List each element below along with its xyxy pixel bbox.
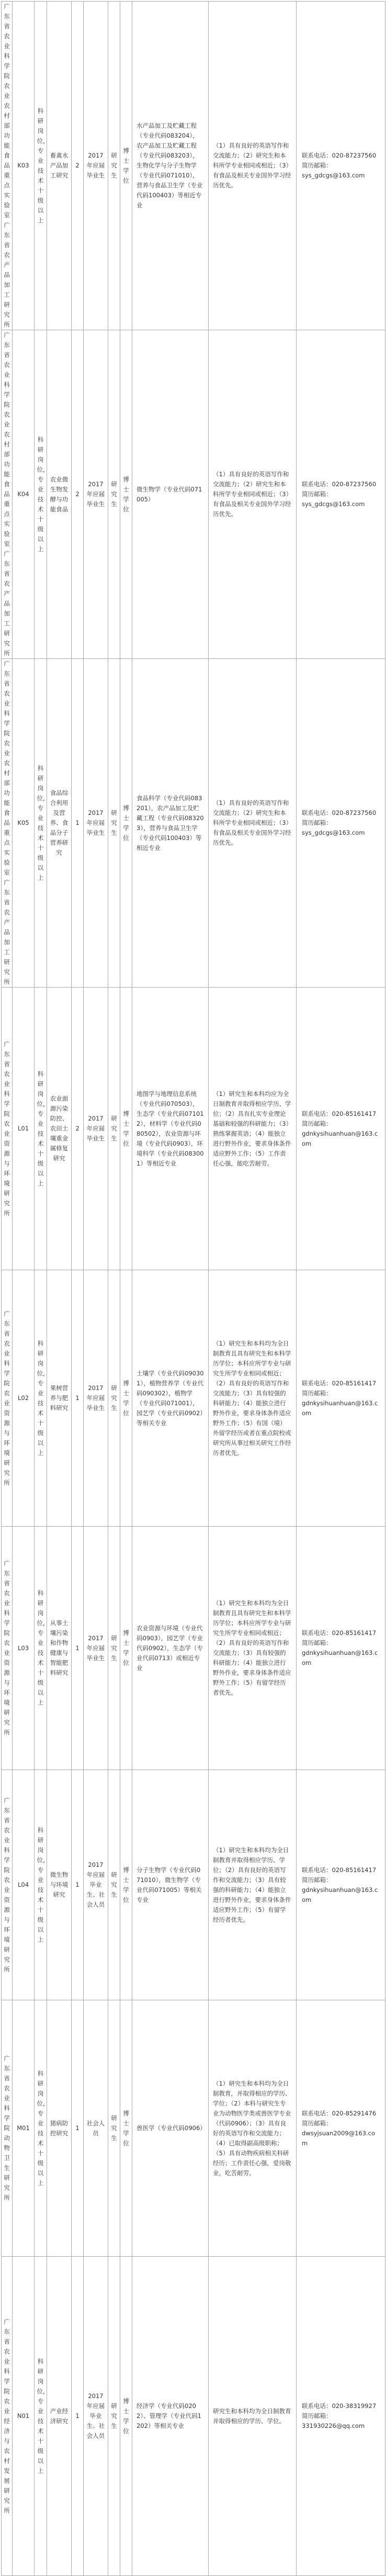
education: 研究生 xyxy=(111,1384,117,1412)
headcount-cell xyxy=(72,2000,84,2257)
major-requirement: 经济学（专业代码0202）、管理学（专业代码1202）等相关专业 xyxy=(137,2402,201,2429)
major-requirement: 地图学与地理信息系统（专业代码070503），生态学（专业代码071012），材料学（专业代码080502），农业资源与环境（专业代码0903），环境科学（专业代码083001）等相近专业 xyxy=(137,1090,204,1167)
contact-email-label: 简历邮箱： xyxy=(302,819,332,826)
applicant-type-cell xyxy=(84,2257,108,2576)
research-area: 产业经济研究 xyxy=(50,2407,69,2425)
degree: 博士学位 xyxy=(123,804,129,842)
headcount: 1 xyxy=(75,1881,80,1888)
contact-email-label: 简历邮箱： xyxy=(302,490,332,498)
education-cell xyxy=(108,2,120,330)
post-code-cell xyxy=(13,2257,35,2576)
other-requirement-cell xyxy=(209,1270,297,1527)
applicant-type-cell xyxy=(84,659,108,988)
other-requirement-cell xyxy=(209,330,297,659)
education-cell xyxy=(108,2000,120,2257)
applicant-type: 2017年应届毕业生、社会人员 xyxy=(86,1861,105,1908)
unit-name: 广东省农业科学院农业资源与环境研究所 xyxy=(4,1796,10,1973)
education: 研究生 xyxy=(111,1634,117,1662)
education: 研究生 xyxy=(111,2402,117,2429)
other-requirement-cell xyxy=(209,1527,297,1770)
headcount-cell xyxy=(72,2,84,330)
unit-cell xyxy=(2,1270,13,1527)
other-requirement-cell xyxy=(209,659,297,988)
major-requirement: 微生物学（专业代码071005） xyxy=(137,485,202,503)
education-cell xyxy=(108,988,120,1270)
post-type-cell xyxy=(35,1770,47,2000)
post-type-cell xyxy=(35,659,47,988)
contact-phone: 联系电话：020-38319927 xyxy=(302,2402,377,2410)
post-code-cell xyxy=(13,1270,35,1527)
post-type: 科研岗位，专业技术十级以上 xyxy=(37,1070,49,1187)
applicant-type-cell xyxy=(84,1270,108,1527)
other-requirement: （1）研究生和本科均为全日制教育并取得相应学历、学位；（2）具有良好的英语写作和交流能力；（3）具有较强的科研能力；（4）能独立进行野外作业，要求身体条件适应野外工作；（5）有留学经历者优先。 xyxy=(213,1846,291,1923)
post-type: 科研岗位，专业技术十级以上 xyxy=(37,1589,49,1706)
degree-cell xyxy=(120,2257,132,2576)
other-requirement: （1）研究生和本科均为全日制教育且具有研究生和本科学历学位；本科应所学专业与研究生所学专业相同或相近；（2）具有良好的英语写作和交流能力；（3）具有较强的科研能力；（4）能独立进行野外作业，要求身体条件适应野外工作；（5）有国（境）外留学经历或者在重点院校或研究所从事过相关研究工作经历者优先。 xyxy=(213,1339,291,1457)
post-type: 科研岗位，专业技术十级以上 xyxy=(37,764,49,881)
post-code-cell xyxy=(13,659,35,988)
other-requirement-cell xyxy=(209,2,297,330)
degree: 博士学位 xyxy=(123,2109,129,2147)
unit-cell xyxy=(2,659,13,988)
table-row xyxy=(2,330,385,659)
education: 研究生 xyxy=(111,480,117,508)
contact-phone: 联系电话：020-85161417 xyxy=(302,1379,377,1387)
major-cell xyxy=(132,1270,209,1527)
headcount: 1 xyxy=(75,1644,80,1652)
degree-cell xyxy=(120,330,132,659)
contact-email-address[interactable]: sys_gdcgs@163.com xyxy=(302,500,365,508)
major-requirement: 食品科学（专业代码083201），农产品加工及贮藏工程（专业代码083203），营养与食品卫生学（专业代码100403）等相近专业 xyxy=(137,794,204,852)
major-cell xyxy=(132,2,209,330)
contact-phone: 联系电话：020-85291476 xyxy=(302,2109,377,2117)
applicant-type-cell xyxy=(84,330,108,659)
post-type: 科研岗位，专业技术十级以上 xyxy=(37,1826,49,1943)
post-code: L04 xyxy=(17,1881,29,1888)
degree-cell xyxy=(120,659,132,988)
contact-email-label: 简历邮箱： xyxy=(302,2412,332,2420)
education: 研究生 xyxy=(111,152,117,179)
recruitment-table xyxy=(1,1,385,2576)
table-row xyxy=(2,988,385,1270)
post-type: 科研岗位，专业技术十级以上 xyxy=(37,1339,49,1457)
post-code-cell xyxy=(13,330,35,659)
applicant-type-cell xyxy=(84,1527,108,1770)
research-area-cell xyxy=(47,1527,72,1770)
headcount: 1 xyxy=(75,1394,80,1402)
contact-phone: 联系电话：020-87237560 xyxy=(302,809,377,816)
unit-cell xyxy=(2,2000,13,2257)
contact-phone: 联系电话：020-85161417 xyxy=(302,1110,377,1117)
post-code: K04 xyxy=(17,490,29,498)
major-cell xyxy=(132,659,209,988)
degree: 博士学位 xyxy=(123,1866,129,1903)
headcount: 2 xyxy=(75,490,80,498)
education: 研究生 xyxy=(111,809,117,836)
post-type-cell xyxy=(35,1527,47,1770)
post-type: 科研岗位，专业技术十级以上 xyxy=(37,107,49,224)
research-area-cell xyxy=(47,330,72,659)
contact-phone: 联系电话：020-87237560 xyxy=(302,152,377,159)
post-code-cell xyxy=(13,988,35,1270)
major-requirement: 分子生物学（专业代码071010），微生物学（专业代码071005）等相关专业 xyxy=(137,1866,202,1903)
table-row xyxy=(2,1527,385,1770)
research-area: 农业微生物发酵与功能食品 xyxy=(50,475,69,513)
headcount: 1 xyxy=(75,2124,80,2132)
applicant-type-cell xyxy=(84,988,108,1270)
education-cell xyxy=(108,1270,120,1527)
post-code: K05 xyxy=(17,819,29,826)
headcount: 2 xyxy=(75,162,80,169)
major-cell xyxy=(132,1770,209,2000)
contact-cell xyxy=(297,1527,385,1770)
contact-email-label: 简历邮箱： xyxy=(302,1389,332,1397)
research-area: 果树营养与肥料研究 xyxy=(50,1384,69,1412)
unit-cell xyxy=(2,2257,13,2576)
unit-name: 广东省农业科学院农业农村部功能食品重点实验室广东省农产品加工研究所 xyxy=(4,3,10,328)
contact-cell xyxy=(297,988,385,1270)
major-cell xyxy=(132,2000,209,2257)
contact-email-address[interactable]: gdnkysihuanhuan@163.com xyxy=(302,1129,378,1147)
other-requirement: （1）研究生和本科均为全日制教育且具有研究生和本科学历学位；本科应所学专业与研究生所学专业相同或相近；（2）具有良好的英语写作和交流能力；（3）具有较强的科研能力；（4）能独立进行野外作业，要求身体条件适应野外工作；（5）有留学经历者优先。 xyxy=(213,1599,291,1696)
unit-name: 广东省农业科学院农业资源与环境研究所 xyxy=(4,1040,10,1217)
contact-email-address[interactable]: gdnkysihuanhuan@163.com xyxy=(302,1886,378,1903)
applicant-type: 2017年应届毕业生 xyxy=(86,1115,105,1142)
research-area: 猪病防控研究 xyxy=(50,2119,69,2137)
other-requirement: （1）研究生和本科均应为全日制教育并取得相应学历、学位；（2）具有扎实专业理论基础和较强的科研能力；（3）熟练掌握英语；（4）能独立进行野外作业，要求身体条件适应野外工作；（5）工作责任心强，能吃苦耐劳。 xyxy=(213,1090,291,1167)
major-cell xyxy=(132,988,209,1270)
degree: 博士学位 xyxy=(123,475,129,513)
unit-name: 广东省农业科学院农业农村部功能食品重点实验室广东省农产品加工研究所 xyxy=(4,331,10,657)
unit-name: 广东省农业科学院农业资源与环境研究所 xyxy=(4,1309,10,1486)
unit-cell xyxy=(2,1770,13,2000)
post-code-cell xyxy=(13,1770,35,2000)
applicant-type: 2017年应届毕业生 xyxy=(86,480,105,508)
applicant-type-cell xyxy=(84,1770,108,2000)
contact-phone: 联系电话：020-85161417 xyxy=(302,1866,377,1874)
degree-cell xyxy=(120,2000,132,2257)
contact-email-label: 简历邮箱： xyxy=(302,1639,332,1647)
other-requirement: （1）具有良好的英语写作和交流能力；（2）研究生和本科所学专业相同或相近；（3）有食品及相关专业国外学习经历优先。 xyxy=(213,142,291,189)
headcount-cell xyxy=(72,988,84,1270)
contact-phone: 联系电话：020-85161417 xyxy=(302,1629,377,1637)
degree: 博士学位 xyxy=(123,2397,129,2435)
post-type: 科研岗位，专业技术十级以上 xyxy=(37,2357,49,2474)
table-body xyxy=(2,2,385,2576)
unit-name: 广东省农业科学院农业农村部功能食品重点实验室广东省农产品加工研究所 xyxy=(4,660,10,985)
degree-cell xyxy=(120,1270,132,1527)
research-area-cell xyxy=(47,659,72,988)
contact-email-address[interactable]: sys_gdcgs@163.com xyxy=(302,829,365,836)
contact-email-label: 简历邮箱： xyxy=(302,162,332,169)
degree-cell xyxy=(120,1770,132,2000)
post-code-cell xyxy=(13,2,35,330)
contact-email-address[interactable]: dwsyjsuan2009@163.com xyxy=(302,2129,376,2147)
education-cell xyxy=(108,1527,120,1770)
education-cell xyxy=(108,330,120,659)
headcount-cell xyxy=(72,659,84,988)
unit-name: 广东省农业科学院农业经济与农村发展研究所 xyxy=(4,2317,10,2514)
contact-email-address[interactable]: gdnkysihuanhuan@163.com xyxy=(302,1399,378,1417)
headcount: 1 xyxy=(75,2412,80,2420)
unit-cell xyxy=(2,2,13,330)
research-area: 微生物与环境研究 xyxy=(50,1871,69,1898)
post-type-cell xyxy=(35,2000,47,2257)
other-requirement: （1）具有良好的英语写作和交流能力；（2）研究生和本科所学专业相同或相近；（3）有食品及相关专业国外学习经历优先。 xyxy=(213,471,291,518)
contact-email-label: 简历邮箱： xyxy=(302,2119,332,2127)
major-requirement: 土壤学（专业代码090301），植物营养学（专业代码090302），植物学（专业代码071001），园艺学（专业代码0902）等相关专业 xyxy=(137,1369,204,1427)
table-row xyxy=(2,1770,385,2000)
post-type-cell xyxy=(35,988,47,1270)
headcount-cell xyxy=(72,1770,84,2000)
headcount: 2 xyxy=(75,1125,80,1132)
headcount: 1 xyxy=(75,819,80,826)
headcount-cell xyxy=(72,2257,84,2576)
table-row xyxy=(2,659,385,988)
other-requirement: （1）具有良好的英语写作和交流能力；（2）研究生和本科所学专业相同或相近；（3）有食品及相关专业国外学习经历优先。 xyxy=(213,799,291,846)
post-code: L01 xyxy=(17,1125,29,1132)
other-requirement-cell xyxy=(209,2257,297,2576)
research-area-cell xyxy=(47,1270,72,1527)
degree: 博士学位 xyxy=(123,1110,129,1147)
research-area-cell xyxy=(47,2257,72,2576)
contact-cell xyxy=(297,2257,385,2576)
major-cell xyxy=(132,330,209,659)
other-requirement: （1）研究生和本科均为全日制教育，并取得相应的学历、学位；（2）本科与研究生专业为动物医学类或兽医学专业（代码0906）；（3）具有良好的英语写作和交流能力；（4）已取得副高级职称；（5）具有动物疾病相关科研经历；工作责任心强，爱岗敬业，吃苦耐劳。 xyxy=(213,2079,291,2177)
post-code: M01 xyxy=(17,2124,30,2132)
unit-cell xyxy=(2,988,13,1270)
unit-cell xyxy=(2,330,13,659)
post-code: L02 xyxy=(17,1394,29,1402)
major-requirement: 农业资源与环境（专业代码0903），园艺学（专业代码0902），生态学（专业代码0713）或相近专业 xyxy=(137,1624,203,1672)
other-requirement-cell xyxy=(209,1770,297,2000)
contact-cell xyxy=(297,2000,385,2257)
major-cell xyxy=(132,2257,209,2576)
research-area: 畜禽水产品加工研究 xyxy=(50,152,69,179)
education-cell xyxy=(108,2257,120,2576)
applicant-type: 2017年应届毕业生 xyxy=(86,1634,105,1662)
post-type: 科研岗位，专业技术十级以上 xyxy=(37,435,49,553)
contact-email-label: 简历邮箱： xyxy=(302,1119,332,1127)
applicant-type: 2017年应届毕业生 xyxy=(86,809,105,836)
headcount-cell xyxy=(72,1527,84,1770)
applicant-type: 社会人员 xyxy=(86,2119,105,2137)
other-requirement-cell xyxy=(209,988,297,1270)
post-code-cell xyxy=(13,2000,35,2257)
contact-cell xyxy=(297,1770,385,2000)
contact-cell xyxy=(297,2,385,330)
contact-cell xyxy=(297,330,385,659)
unit-name: 广东省农业科学院农业资源与环境研究所 xyxy=(4,1560,10,1736)
degree-cell xyxy=(120,1527,132,1770)
research-area: 农业面源污染防控、农田土壤重金属修复研究 xyxy=(50,1095,69,1162)
contact-cell xyxy=(297,659,385,988)
headcount-cell xyxy=(72,330,84,659)
contact-email-address[interactable]: sys_gdcgs@163.com xyxy=(302,172,365,179)
post-code: N01 xyxy=(17,2412,30,2420)
headcount-cell xyxy=(72,1270,84,1527)
contact-email-address[interactable]: gdnkysihuanhuan@163.com xyxy=(302,1649,378,1666)
applicant-type: 2017年应届毕业生 xyxy=(86,1384,105,1412)
education: 研究生 xyxy=(111,2114,117,2142)
other-requirement: 研究生和本科均为全日制教育并取得相应的学历、学位。 xyxy=(213,2407,291,2425)
major-cell xyxy=(132,1527,209,1770)
unit-cell xyxy=(2,1527,13,1770)
education: 研究生 xyxy=(111,1871,117,1898)
post-type-cell xyxy=(35,330,47,659)
table-row xyxy=(2,1270,385,1527)
post-type-cell xyxy=(35,2257,47,2576)
degree-cell xyxy=(120,2,132,330)
degree: 博士学位 xyxy=(123,1379,129,1417)
research-area-cell xyxy=(47,988,72,1270)
research-area: 从事土壤污染和作物健康与智能肥料研究 xyxy=(50,1619,69,1676)
applicant-type: 2017年应届毕业生 xyxy=(86,152,105,179)
table-row xyxy=(2,2000,385,2257)
research-area-cell xyxy=(47,1770,72,2000)
contact-email-label: 简历邮箱： xyxy=(302,1876,332,1884)
contact-cell xyxy=(297,1270,385,1527)
education: 研究生 xyxy=(111,1115,117,1142)
applicant-type-cell xyxy=(84,2000,108,2257)
post-type: 科研岗位，专业技术十级以上 xyxy=(37,2069,49,2187)
degree: 博士学位 xyxy=(123,147,129,184)
post-code: K03 xyxy=(17,162,29,169)
degree: 博士学位 xyxy=(123,1629,129,1666)
education-cell xyxy=(108,659,120,988)
major-requirement: 兽医学（专业代码0906） xyxy=(137,2124,206,2132)
other-requirement-cell xyxy=(209,2000,297,2257)
research-area: 食品综合利用及营养、食品分子营养研究 xyxy=(50,789,69,856)
degree-cell xyxy=(120,988,132,1270)
unit-name: 广东省农业科学院动物卫生研究所 xyxy=(4,2055,10,2201)
major-requirement: 水产品加工及贮藏工程（专业代码083204），农产品加工及贮藏工程（专业代码083203），生物化学与分子生物学（专业代码071010），营养与食品卫生学（专业代码100403）等相近专业 xyxy=(137,122,203,209)
post-type-cell xyxy=(35,1270,47,1527)
contact-email-address[interactable]: 331930226@qq.com xyxy=(302,2422,365,2429)
applicant-type-cell xyxy=(84,2,108,330)
post-code-cell xyxy=(13,1527,35,1770)
post-code: L03 xyxy=(17,1644,29,1652)
education-cell xyxy=(108,1770,120,2000)
research-area-cell xyxy=(47,2000,72,2257)
post-type-cell xyxy=(35,2,47,330)
contact-phone: 联系电话：020-87237560 xyxy=(302,480,377,488)
table-row xyxy=(2,2,385,330)
research-area-cell xyxy=(47,2,72,330)
applicant-type: 2017年应届毕业生、社会人员 xyxy=(86,2392,105,2439)
table-row xyxy=(2,2257,385,2576)
